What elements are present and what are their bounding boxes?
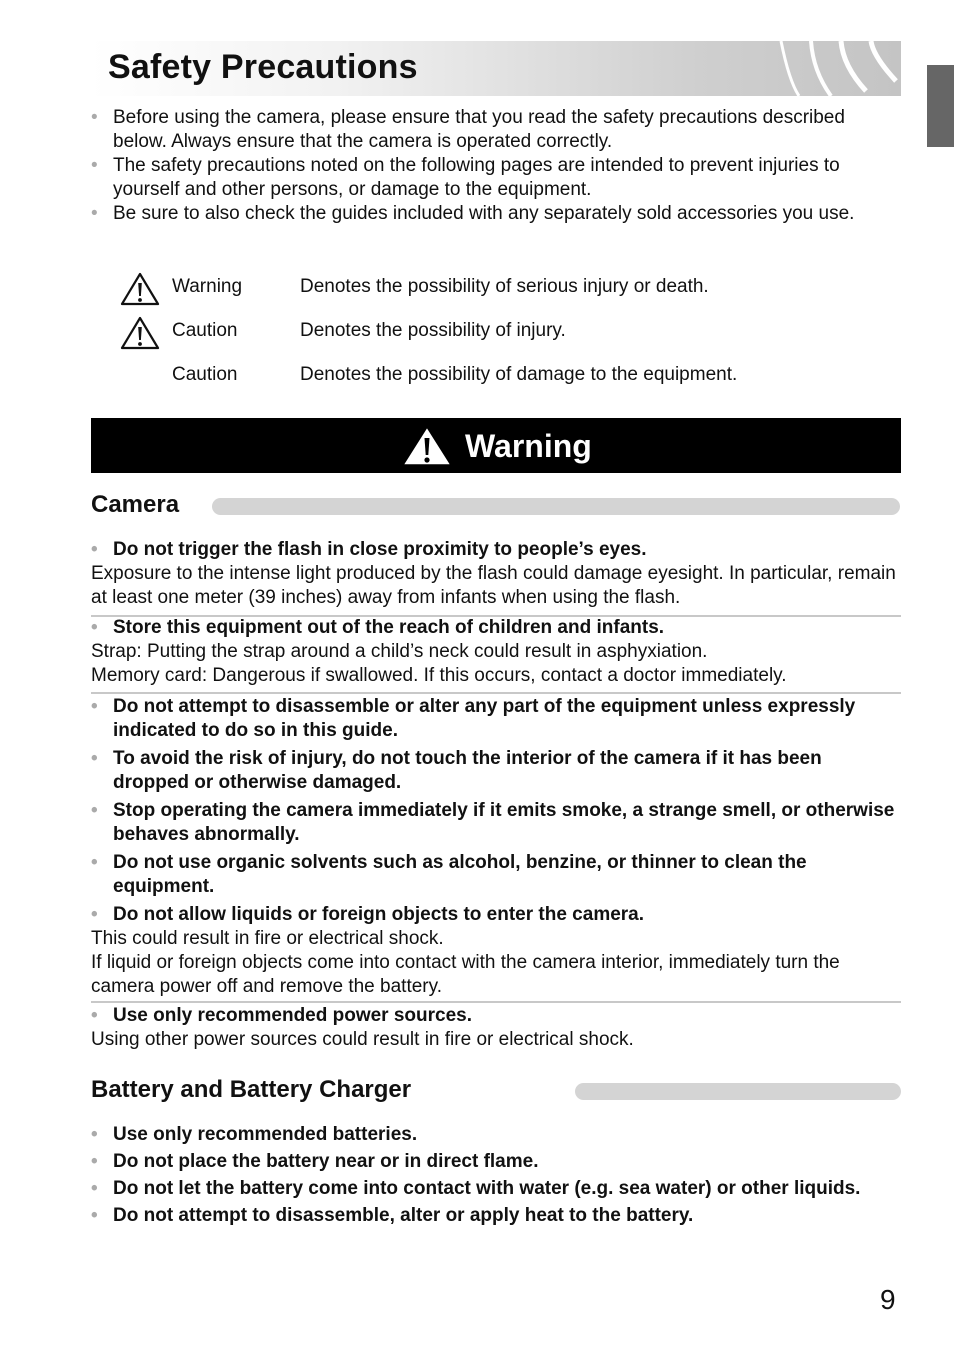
list-item: • Use only recommended power sources.	[91, 1005, 473, 1026]
legend-description: Denotes the possibility of serious injury or death.	[300, 276, 709, 297]
legend-term: Caution	[172, 320, 238, 341]
list-item: • Do not attempt to disassemble, alter or apply heat to the battery.	[91, 1205, 694, 1226]
legend-term: Warning	[172, 276, 243, 297]
legend-term: Caution	[172, 364, 238, 385]
list-item: • Store this equipment out of the reach of children and infants.	[91, 617, 665, 638]
bullet-icon: •	[91, 1005, 98, 1026]
divider	[91, 692, 901, 694]
block-text: Using other power sources could result in fire or electrical shock.	[91, 1029, 634, 1050]
warning-triangle-icon	[401, 425, 453, 467]
bullet-icon: •	[91, 852, 98, 873]
block-text: Memory card: Dangerous if swallowed. If this occurs, contact a doctor immediately.	[91, 665, 787, 686]
list-item: • Stop operating the camera immediately if it emits smoke, a strange smell, or otherwise behaves abnormally.	[91, 800, 895, 845]
divider	[91, 1001, 901, 1003]
legend-description: Denotes the possibility of injury.	[300, 320, 566, 341]
list-item: • Do not allow liquids or foreign objects to enter the camera.	[91, 904, 645, 925]
bullet-icon: •	[91, 203, 98, 224]
section-divider-bar	[575, 1083, 901, 1100]
legend	[118, 272, 898, 404]
intro-list	[91, 106, 901, 226]
warning-block	[91, 1004, 901, 1052]
bullet-icon: •	[91, 155, 98, 176]
block-text: This could result in fire or electrical shock.	[91, 928, 444, 949]
legend-row-caution	[118, 316, 898, 360]
bullet-icon: •	[91, 696, 98, 717]
bullet-icon: •	[91, 800, 98, 821]
warning-banner	[91, 418, 901, 473]
chapter-tab	[927, 65, 954, 147]
bullet-icon: •	[91, 1205, 98, 1226]
bullet-icon: •	[91, 107, 98, 128]
list-item: • Be sure to also check the guides included with any separately sold accessories you use.	[91, 203, 855, 224]
warning-block	[91, 695, 901, 999]
list-item: • Before using the camera, please ensure that you read the safety precautions described below. Always ensure that the camera is operated correctly.	[91, 107, 845, 152]
block-text: Exposure to the intense light produced by the flash could damage eyesight. In particular, remain at least one meter (39 inches) away from infants when using the flash.	[91, 563, 896, 608]
page-title-bar	[91, 41, 901, 96]
list-item: • To avoid the risk of injury, do not touch the interior of the camera if it has been dropped or otherwise damaged.	[91, 748, 822, 793]
bullet-icon: •	[91, 539, 98, 560]
legend-row-caution-equipment	[118, 360, 898, 404]
page-number: 9	[880, 1284, 896, 1315]
page-title: Safety Precautions	[108, 48, 418, 86]
legend-row-warning	[118, 272, 898, 316]
legend-description: Denotes the possibility of damage to the equipment.	[300, 364, 738, 385]
list-item: • Use only recommended batteries.	[91, 1124, 418, 1145]
warning-block	[91, 616, 901, 688]
list-item: • Do not place the battery near or in direct flame.	[91, 1151, 539, 1172]
warning-block	[91, 1123, 901, 1228]
warning-triangle-icon	[120, 272, 160, 306]
decorative-arcs-icon	[771, 41, 901, 96]
warning-block	[91, 538, 901, 610]
list-item: • The safety precautions noted on the following pages are intended to prevent injuries to yourself and other persons, or damage to the equipment.	[91, 155, 840, 200]
block-text: Strap: Putting the strap around a child’s neck could result in asphyxiation.	[91, 641, 708, 662]
warning-banner-label: Warning	[465, 427, 592, 464]
bullet-icon: •	[91, 1178, 98, 1199]
warning-triangle-icon	[120, 316, 160, 350]
bullet-icon: •	[91, 748, 98, 769]
section-divider-bar	[212, 498, 900, 515]
section-heading-camera: Camera	[91, 491, 180, 518]
section-heading-battery: Battery and Battery Charger	[91, 1076, 412, 1103]
bullet-icon: •	[91, 904, 98, 925]
list-item: • Do not let the battery come into contact with water (e.g. sea water) or other liquids.	[91, 1178, 861, 1199]
list-item: • Do not use organic solvents such as alcohol, benzine, or thinner to clean the equipment.	[91, 852, 807, 897]
list-item: • Do not trigger the flash in close proximity to people’s eyes.	[91, 539, 647, 560]
bullet-icon: •	[91, 617, 98, 638]
block-text: If liquid or foreign objects come into contact with the camera interior, immediately turn the camera power off and remove the battery.	[91, 952, 840, 997]
bullet-icon: •	[91, 1151, 98, 1172]
bullet-icon: •	[91, 1124, 98, 1145]
list-item: • Do not attempt to disassemble or alter any part of the equipment unless expressly indicated to do so in this guide.	[91, 696, 856, 741]
